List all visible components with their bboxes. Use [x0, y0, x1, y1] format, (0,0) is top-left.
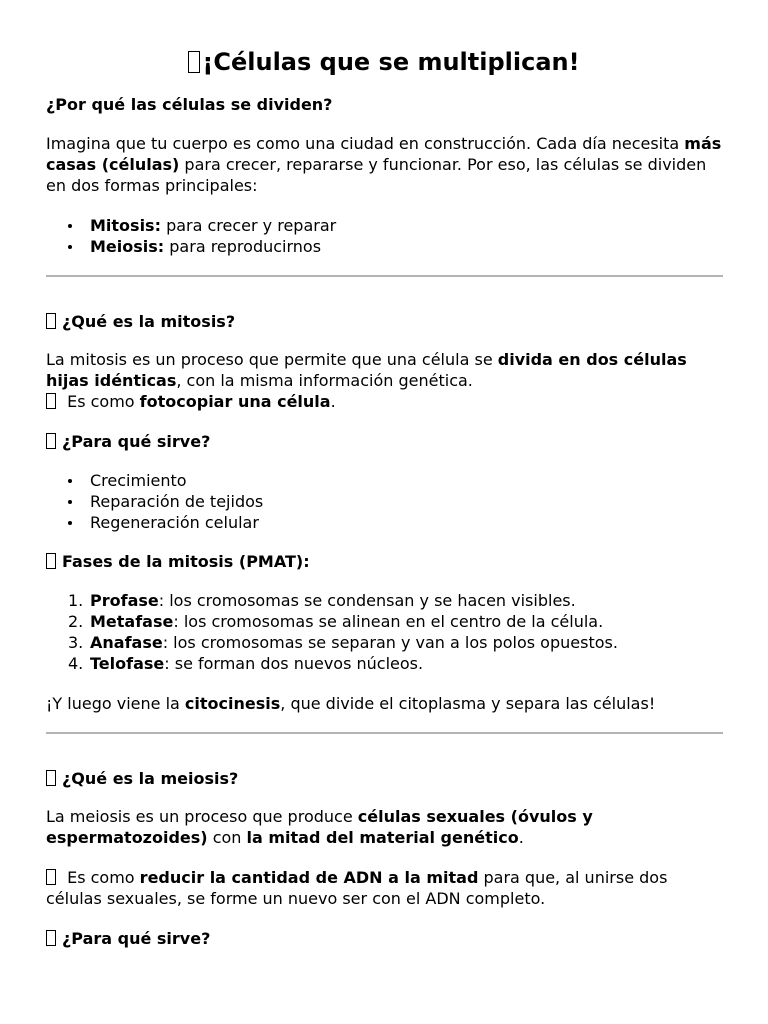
mitosis-paragraph [46, 349, 722, 412]
intro-paragraph [46, 133, 722, 196]
cytokinesis-text-end: , que divide el citoplasma y separa las células! [280, 694, 656, 713]
meiosis-uses-heading [46, 928, 722, 949]
bullet-icon [68, 245, 72, 249]
meiosis-text-mid: con [207, 828, 247, 847]
meiosis-highlight: células sexuales (óvulos y espermatozoides) [46, 807, 593, 847]
phase-desc: : los cromosomas se separan y van a los polos opuestos. [162, 633, 618, 652]
section-divider [46, 275, 723, 277]
section-divider [46, 732, 723, 734]
list-item [46, 611, 722, 632]
intro-highlight: más casas (células) [46, 134, 722, 174]
list-item [46, 470, 722, 491]
division-types-list [46, 215, 722, 257]
intro-heading: ¿Por qué las células se dividen? [46, 95, 333, 114]
list-item-text: Crecimiento [90, 471, 187, 490]
list-item [46, 491, 722, 512]
list-item-number: 1. [68, 591, 84, 610]
missing-glyph-icon [46, 930, 56, 946]
list-item-desc: para reproducirnos [164, 237, 322, 256]
mitosis-heading [46, 311, 722, 332]
phase-name: Telofase [90, 654, 165, 673]
list-item-number: 2. [68, 612, 84, 631]
missing-glyph-icon [46, 433, 56, 449]
phase-desc: : los cromosomas se alinean en el centro de la célula. [173, 612, 604, 631]
mitosis-phases-heading-text: Fases de la mitosis (PMAT): [62, 552, 310, 571]
meiosis-text: La meiosis es un proceso que produce [46, 807, 358, 826]
list-item [46, 512, 722, 533]
missing-glyph-icon [46, 553, 56, 569]
meiosis-analogy-paragraph [46, 867, 722, 909]
phase-name: Metafase [90, 612, 174, 631]
meiosis-analogy-end: para que, al unirse dos células sexuales, se forme un nuevo ser con el ADN completo. [46, 868, 668, 908]
mitosis-uses-heading [46, 431, 722, 452]
list-item-number: 4. [68, 654, 84, 673]
mitosis-heading-text: ¿Qué es la mitosis? [62, 312, 236, 331]
list-item [46, 215, 722, 236]
list-item [46, 653, 722, 674]
phase-name: Anafase [90, 633, 163, 652]
list-item-term: Meiosis: [90, 237, 165, 256]
mitosis-text-end: , con la misma información genética. [176, 371, 473, 390]
meiosis-paragraph [46, 806, 722, 848]
bullet-icon [68, 224, 72, 228]
phase-name: Profase [90, 591, 159, 610]
list-item-text: Regeneración celular [90, 513, 259, 532]
list-item-desc: para crecer y reparar [160, 216, 337, 235]
cytokinesis-paragraph [46, 693, 722, 714]
phase-desc: : los cromosomas se condensan y se hacen visibles. [158, 591, 576, 610]
mitosis-phases-list [46, 590, 722, 674]
missing-glyph-icon [46, 869, 56, 885]
list-item [46, 236, 722, 257]
meiosis-analogy-highlight: reducir la cantidad de ADN a la mitad [139, 868, 479, 887]
mitosis-uses-list [46, 470, 722, 533]
mitosis-text: La mitosis es un proceso que permite que una célula se [46, 350, 498, 369]
list-item-term: Mitosis: [90, 216, 161, 235]
meiosis-highlight-2: la mitad del material genético [246, 828, 519, 847]
page-title-text: ¡Células que se multiplican! [202, 48, 580, 76]
mitosis-uses-heading-text: ¿Para qué sirve? [62, 432, 211, 451]
cytokinesis-text: ¡Y luego viene la [46, 694, 185, 713]
meiosis-text-end: . [518, 828, 524, 847]
missing-glyph-icon [46, 313, 56, 329]
missing-glyph-icon [46, 770, 56, 786]
intro-text-end: para crecer, repararse y funcionar. Por eso, las células se dividen en dos formas principales: [46, 155, 707, 195]
cytokinesis-highlight: citocinesis [184, 694, 281, 713]
mitosis-phases-heading [46, 551, 722, 572]
missing-glyph-icon [46, 393, 56, 409]
intro-text: Imagina que tu cuerpo es como una ciudad en construcción. Cada día necesita [46, 134, 685, 153]
bullet-icon [68, 500, 72, 504]
mitosis-analogy-end: . [330, 392, 336, 411]
phase-desc: : se forman dos nuevos núcleos. [164, 654, 424, 673]
meiosis-heading-text: ¿Qué es la meiosis? [62, 769, 239, 788]
mitosis-analogy: Es como [62, 392, 140, 411]
list-item-text: Reparación de tejidos [90, 492, 264, 511]
meiosis-heading [46, 768, 722, 789]
bullet-icon [68, 521, 72, 525]
mitosis-analogy-highlight: fotocopiar una célula [139, 392, 331, 411]
page-title [0, 47, 768, 77]
list-item [46, 632, 722, 653]
missing-glyph-icon [188, 51, 200, 73]
mitosis-highlight: divida en dos células hijas idénticas [46, 350, 687, 390]
list-item [46, 590, 722, 611]
meiosis-uses-heading-text: ¿Para qué sirve? [62, 929, 211, 948]
meiosis-analogy: Es como [62, 868, 140, 887]
bullet-icon [68, 479, 72, 483]
list-item-number: 3. [68, 633, 84, 652]
